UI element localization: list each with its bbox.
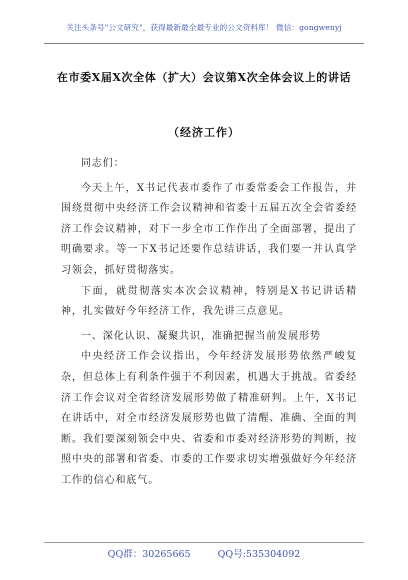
paragraph: 下面，就贯彻落实本次会议精神，特别是X书记讲话精神，扎实做好今年经济工作，我先讲三点意见。 <box>61 285 357 318</box>
section-paragraph: 中央经济工作会议指出，今年经济发展形势依然严峻复杂，但总体上有利条件强于不利因素，机遇大于挑战。省委经济工作会议对全省经济发展形势做了精准研判。上午，X书记在讲话中，对全市经济发展形势也做了清醒、准确、全面的判断。我们要深刻领会中央、省委和市委对经济形势的判断，按照中央的部署和省委、市委的工作要求切实增强做好今年经济工作的信心和底气。 <box>61 351 357 486</box>
document-title: 在市委X届X次全体（扩大）会议第X次全体会议上的讲话 <box>56 71 352 84</box>
footer-contact <box>0 546 408 560</box>
paragraph: 今天上午，X书记代表市委作了市委常委会工作报告，并围绕贯彻中央经济工作会议精神和省委十五届五次全会省委经济工作会议精神，对下一步全市工作作出了全面部署，提出了明确要求。等一下X书记还要作总结讲话，我们要一并认真学习领会，抓好贯彻落实。 <box>61 182 357 276</box>
header-notice: 关注头条号"公文研究"，获得最新最全最专业的公文资料库！ 微信：gongwenyj <box>66 23 342 32</box>
header-divider <box>44 43 364 44</box>
document-body <box>61 154 357 492</box>
qq-number-text: QQ号:535304092 <box>217 549 301 560</box>
qq-group-text: QQ群：30265665 <box>107 549 191 560</box>
section-heading: 一、深化认识、凝聚共识，准确把握当前发展形势 <box>81 330 321 342</box>
salutation: 同志们： <box>81 158 125 169</box>
document-subtitle: （经济工作） <box>168 126 240 139</box>
footer-divider <box>44 542 364 543</box>
